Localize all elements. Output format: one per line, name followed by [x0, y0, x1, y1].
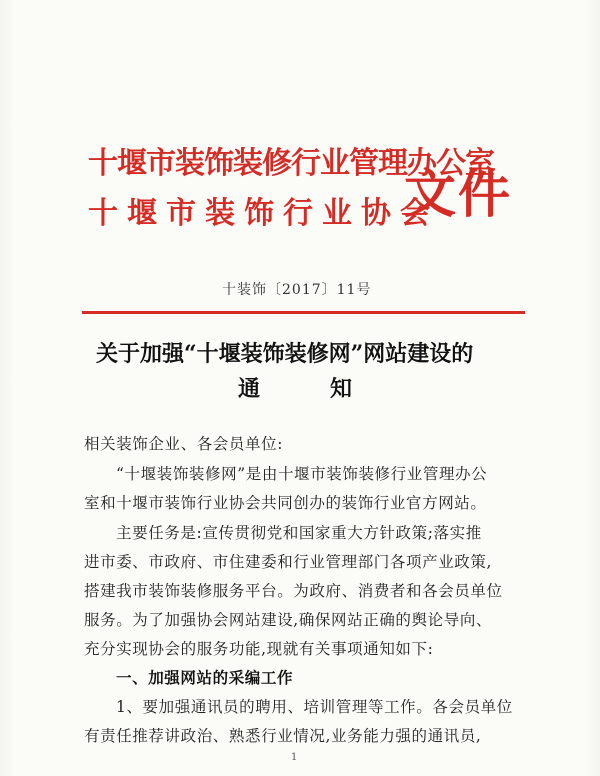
paragraph-3-line-2: 有责任推荐讲政治、熟悉行业情况,业务能力强的通讯员, [84, 727, 482, 745]
paragraph-2-line-5: 充分实现协会的服务功能,现就有关事项通知如下: [84, 640, 434, 658]
issuing-org-line-1: 十堰市装饰装修行业管理办公室 [88, 146, 494, 181]
salutation: 相关装饰企业、各会员单位: [84, 435, 284, 453]
paragraph-2-line-1: 主要任务是:宣传贯彻党和国家重大方针政策;落实推 [116, 524, 482, 542]
notice-title-line-1: 关于加强“十堰装饰装修网”网站建设的 [96, 341, 474, 367]
issuing-org-line-2: 十堰市装饰行业协会 [88, 196, 439, 231]
page-number: 1 [291, 752, 298, 763]
paragraph-1-line-2: 室和十堰市装饰行业协会共同创办的装饰行业官方网站。 [84, 494, 487, 512]
paragraph-3-line-1: 1、要加强通讯员的聘用、培训管理等工作。各会员单位 [116, 698, 513, 716]
paragraph-2-line-4: 服务。为了加强协会网站建设,确保网站正确的舆论导向、 [84, 611, 493, 629]
red-separator-line [82, 311, 525, 314]
show-through-text [0, 70, 600, 89]
notice-title-char-2: 知 [330, 376, 353, 402]
document-type-label: 文件 [404, 164, 513, 225]
paragraph-2-line-3: 搭建我市装饰装修服务平台。为政府、消费者和各会员单位 [84, 582, 503, 600]
paragraph-1-line-1: “十堰装饰装修网”是由十堰市装饰装修行业管理办公 [116, 465, 488, 483]
notice-title-char-1: 通 [238, 376, 261, 402]
paragraph-2-line-2: 进市委、市政府、市住建委和行业管理部门各项产业政策, [84, 553, 493, 571]
document-number: 十装饰〔2017〕11号 [222, 282, 372, 298]
section-heading-1: 一、加强网站的采编工作 [116, 668, 294, 687]
